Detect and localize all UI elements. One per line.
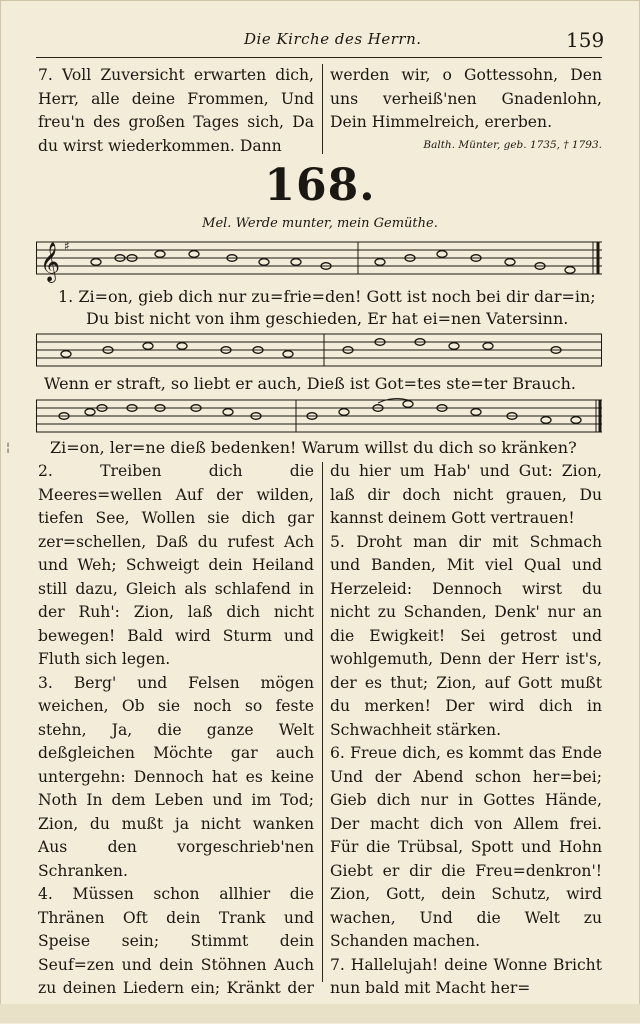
- previous-hymn-stanza-right: werden wir, o Gottessohn, Den uns verheiß'nen Gnadenlohn, Dein Himmelreich, ererben.: [330, 66, 602, 131]
- music-staff-3: [36, 396, 602, 438]
- column-divider-top: [322, 64, 323, 154]
- music-lyric-line-2: Wenn er straft, so liebt er auch, Dieß ist Got=tes ste=ter Brauch.: [44, 374, 576, 393]
- column-divider-main: [322, 462, 323, 982]
- stanza-2: 2. Treiben dich die Meeres=wellen Auf der wilden, tiefen See, Wollen sie dich gar zer=schellen, Daß du rufest Ach und Weh; Schweigt dein Heiland still dazu, Gleich als schlafend in der Ruh': Zion, laß dich nicht bewegen! Bald wird Sturm und Fluth sich legen.: [38, 462, 314, 668]
- music-staff-1: [36, 236, 602, 284]
- stanza-4: 4. Müssen schon allhier die Thränen Oft dein Trank und Speise sein; Stimmt dein Seuf=zen und dein Stöhnen Auch zu deinen Liedern ein; Kränkt der: [38, 885, 314, 997]
- treble-clef-icon: 𝄞: [40, 242, 61, 282]
- previous-hymn-stanza-left: 7. Voll Zuversicht erwarten dich, Herr, alle deine Frommen, Und freu'n des großen Tages sich, Da du wirst wiederkommen. Dann: [38, 66, 314, 155]
- hymn-number: 168.: [264, 160, 376, 211]
- stanza-3: 3. Berg' und Felsen mögen weichen, Ob sie noch so feste stehn, Ja, die ganze Welt deßgleichen Möchte gar auch untergehn: Dennoch hat es keine Noth In dem Leben und im Tod; Zion, du mußt ja nicht wanken Aus den vorgeschrieb'nen Schranken.: [38, 673, 314, 880]
- margin-mark: ¦: [6, 440, 11, 454]
- page-number: 159: [566, 28, 605, 52]
- music-lyric-line-3: Zi=on, ler=ne dieß bedenken! Warum willst du dich so kränken?: [50, 438, 577, 457]
- sharp-icon: ♯: [64, 239, 70, 253]
- stanza-4-continued: du hier um Hab' und Gut: Zion, laß dir doch nicht grauen, Du kannst deinem Gott vertrauen!: [330, 462, 602, 527]
- running-head: [0, 28, 640, 58]
- page-bottom-edge: [0, 1004, 640, 1023]
- previous-hymn-left-column: [38, 64, 314, 158]
- running-title: Die Kirche des Herrn.: [244, 30, 422, 48]
- previous-hymn-right-column: [330, 64, 602, 153]
- stanzas-right-column: [330, 460, 602, 1001]
- music-staff-2: [36, 330, 602, 372]
- stanzas-left-column: [38, 460, 314, 1024]
- author-attribution: Balth. Münter, geb. 1735, † 1793.: [423, 138, 602, 151]
- music-lyric-line-1b: Du bist nicht von ihm geschieden, Er hat ei=nen Vatersinn.: [86, 309, 569, 328]
- music-lyric-line-1a: 1. Zi=on, gieb dich nur zu=frie=den! Gott ist noch bei dir dar=in;: [58, 287, 596, 306]
- stanza-6: 6. Freue dich, es kommt das Ende Und der Abend schon her=bei; Gieb dich nur in Gottes Hände, Der macht dich von Allem frei. Für die Trübsal, Spott und Hohn Giebt er dir die Freu=denkron'! Zion, Gott, dein Schutz, wird wachen, Und die Welt zu Schanden machen.: [330, 744, 602, 950]
- stanza-5: 5. Droht man dir mit Schmach und Banden, Mit viel Qual und Herzeleid: Dennoch wirst du nicht zu Schanden, Denk' nur an die Ewigkeit! Sei getrost und wohlgemuth, Denn der Herr ist's, der es thut; Zion, auf Gott mußt du merken! Der wird dich in Schwachheit stärken.: [330, 532, 602, 739]
- melody-indication: Mel. Werde munter, mein Gemüthe.: [202, 216, 438, 231]
- header-rule: [36, 57, 602, 58]
- stanza-7: 7. Hallelujah! deine Wonne Bricht nun bald mit Macht her=: [330, 955, 602, 997]
